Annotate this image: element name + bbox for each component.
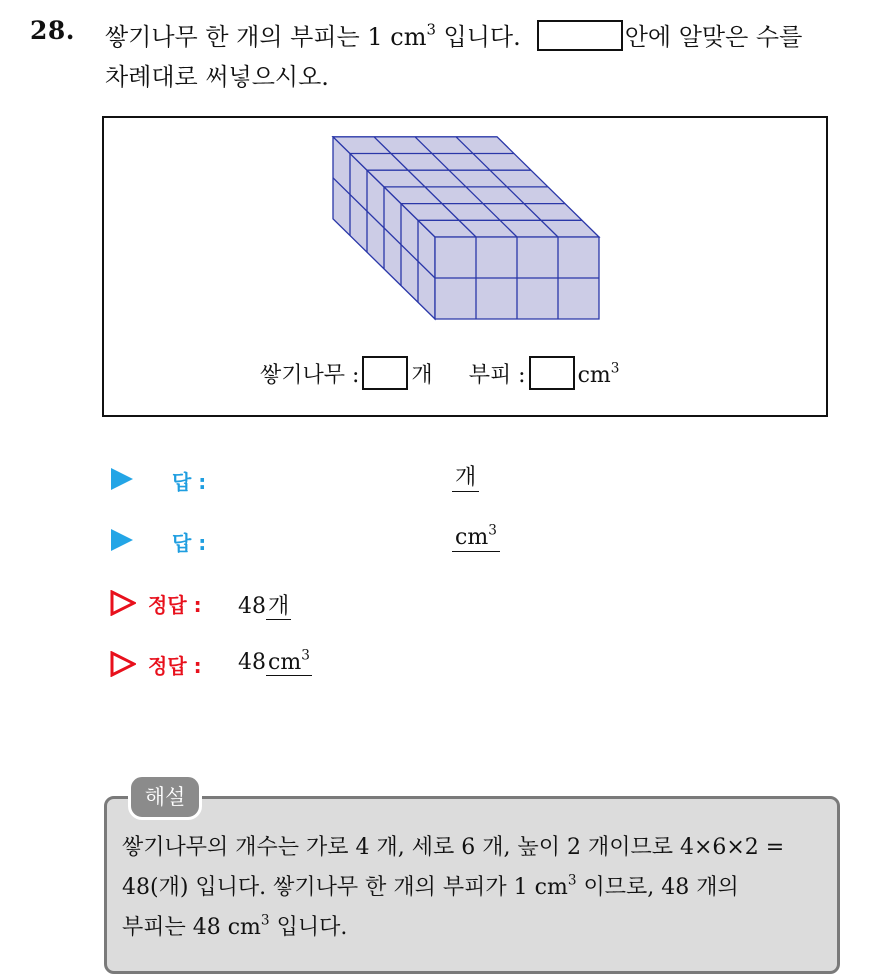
question-number: 28. [30,16,75,45]
answer-arrow-icon [111,468,133,490]
correct-number: 48 [238,594,266,619]
correct-label: 정답 : [148,654,202,678]
figure-caption [260,356,619,390]
answer-arrow-icon [111,529,133,551]
correct-number: 48 [238,650,266,675]
explanation-text: 입니다. [269,915,348,940]
correct-value [238,647,312,675]
correct-arrow-icon [110,590,136,616]
caption-count-unit: 개 [411,363,433,388]
answer-unit-text: cm [455,525,489,550]
explanation-text: 이므로, 48 개의 [576,875,739,900]
answer-label: 답 : [172,470,207,494]
question-text-3: 안에 알맞은 수를 [624,23,803,51]
correct-unit-sup: 3 [301,647,310,664]
answer-unit [452,522,500,552]
explanation-sup: 3 [567,872,577,889]
correct-value [238,589,291,620]
caption-volume-sup: 3 [610,360,620,377]
caption-volume-label: 부피 : [468,363,526,388]
correct-unit: 개 [268,594,290,619]
correct-unit [266,647,312,676]
explanation-text: 부피는 48 cm [122,915,261,940]
question-text-1: 쌓기나무 한 개의 부피는 1 cm [105,23,427,51]
correct-unit-text: cm [268,650,302,675]
question-line-1 [105,17,802,52]
caption-volume-blank [529,356,575,390]
explanation-line-2 [122,870,739,901]
correct-arrow-icon [110,651,136,677]
question-text-2: 입니다. [435,23,521,51]
explanation-line-1: 쌓기나무의 개수는 가로 4 개, 세로 6 개, 높이 2 개이므로 4×6×2 = [122,835,785,860]
correct-label: 정답 : [148,593,202,617]
explanation-tag: 해설 [128,774,202,820]
answer-unit: 개 [452,465,479,492]
answer-unit-sup: 3 [488,522,497,539]
cube-stack-illustration [330,136,605,326]
question-sup: 3 [426,20,436,39]
explanation-text: 48(개) 입니다. 쌓기나무 한 개의 부피가 1 cm [122,875,568,900]
caption-count-blank [362,356,408,390]
explanation-sup: 3 [260,912,270,929]
caption-volume-unit: cm [577,363,611,388]
answer-label: 답 : [172,531,207,555]
caption-count-label: 쌓기나무 : [260,363,360,388]
question-line-2: 차례대로 써넣으시오. [105,63,329,91]
question-blank-box [537,20,623,51]
explanation-line-3 [122,910,347,941]
